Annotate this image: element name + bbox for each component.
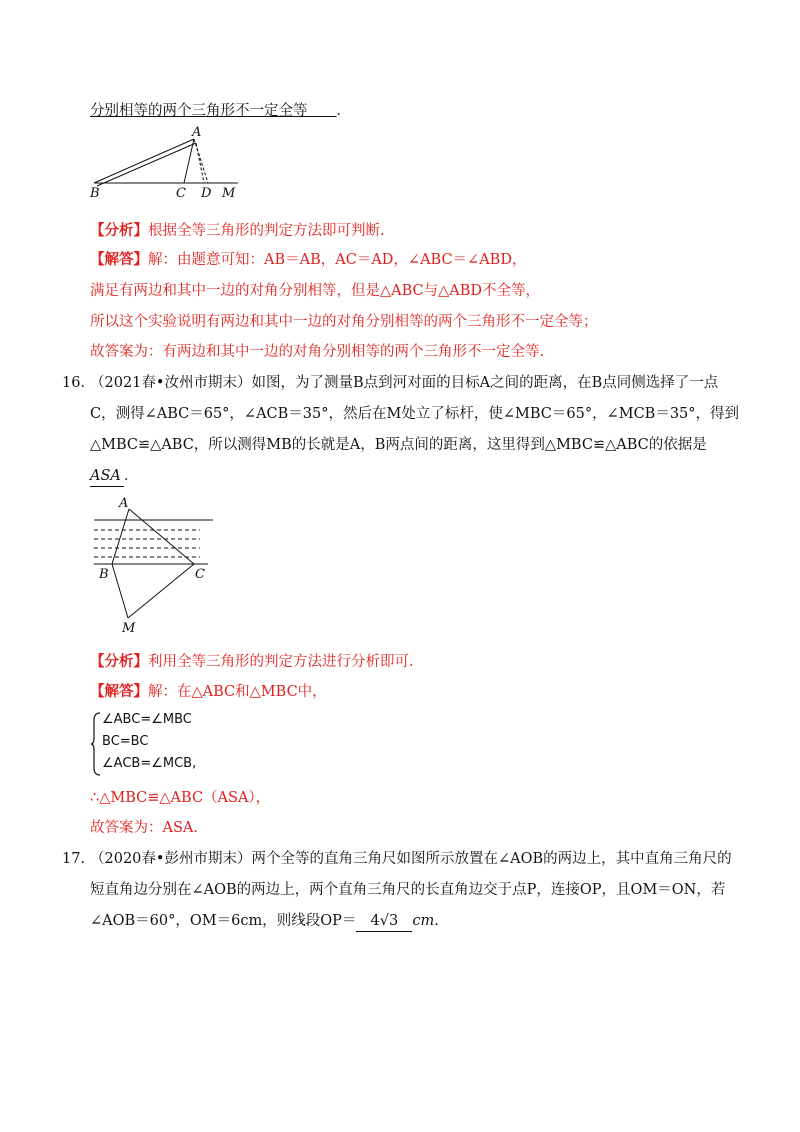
fig2-label-m: M [122, 621, 136, 636]
fig1-label-d: D [201, 186, 212, 200]
q16-line1: （2021春•汝州市期末）如图，为了测量B点到河对面的目标A之间的距离，在B点同侧选择了一点 [90, 375, 719, 391]
fig1-label-a: A [192, 125, 202, 140]
q17-answer: 4√3 [356, 911, 412, 932]
q16-final: 故答案为：ASA. [90, 820, 198, 836]
figure-triangle-abcd [88, 125, 248, 200]
q15-solution-line2: 满足有两边和其中一边的对角分别相等，但是△ABC与△ABD不全等， [90, 283, 541, 299]
q16-answer-line: ASA ． [90, 466, 139, 487]
q16-solution-intro: 【解答】解：在△ABC和△MBC中， [90, 683, 327, 700]
q16-conclusion: ∴△MBC≌△ABC（ASA）， [90, 790, 271, 806]
q17-line2: 短直角边分别在∠AOB的两边上，两个直角三角尺的长直角边交于点P，连接OP，且OM＝ON，若 [90, 882, 726, 898]
q16-analysis: 【分析】利用全等三角形的判定方法进行分析即可. [90, 653, 414, 670]
q16-answer: ASA [90, 466, 124, 487]
fig1-label-m: M [222, 186, 236, 200]
q16-line3: △MBC≌△ABC，所以测得MB的长就是A，B两点间的距离，这里得到△MBC≌△ABC的依据是 [90, 437, 707, 453]
brace-line-3: ∠ACB=∠MCB, [102, 756, 197, 771]
brace-line-2: BC=BC [102, 734, 149, 749]
fig1-label-c: C [176, 186, 186, 200]
q17-number: 17． [62, 851, 95, 867]
fig2-label-b: B [99, 567, 109, 582]
fig2-label-a: A [119, 496, 129, 511]
q16-line2: C，测得∠ABC＝65°，∠ACB＝35°，然后在M处立了标杆，使∠MBC＝65°，∠MCB＝35°，得到 [90, 406, 740, 422]
q16-number: 16． [62, 375, 95, 391]
figure-river [88, 492, 218, 637]
q15-analysis: 【分析】根据全等三角形的判定方法即可判断. [90, 222, 385, 239]
fig2-label-c: C [195, 567, 205, 582]
fig1-label-b: B [90, 186, 100, 200]
q15-solution-line4: 故答案为：有两边和其中一边的对角分别相等的两个三角形不一定全等. [90, 344, 545, 360]
left-brace-icon [90, 712, 102, 776]
q17-line1: （2020春•彭州市期末）两个全等的直角三角尺如图所示放置在∠AOB的两边上，其中直角三角尺的 [90, 851, 732, 867]
previous-answer: 分别相等的两个三角形不一定全等 [90, 103, 308, 119]
q15-solution-line1: 【解答】解：由题意可知：AB＝AB，AC＝AD，∠ABC＝∠ABD， [90, 251, 527, 268]
previous-answer-line: 分别相等的两个三角形不一定全等 ． [90, 103, 351, 119]
q17-line3: ∠AOB＝60°，OM＝6cm，则线段OP＝ 4√3 cm. [90, 911, 439, 932]
brace-line-1: ∠ABC=∠MBC [102, 712, 192, 727]
q15-solution-line3: 所以这个实验说明有两边和其中一边的对角分别相等的两个三角形不一定全等； [90, 314, 598, 330]
